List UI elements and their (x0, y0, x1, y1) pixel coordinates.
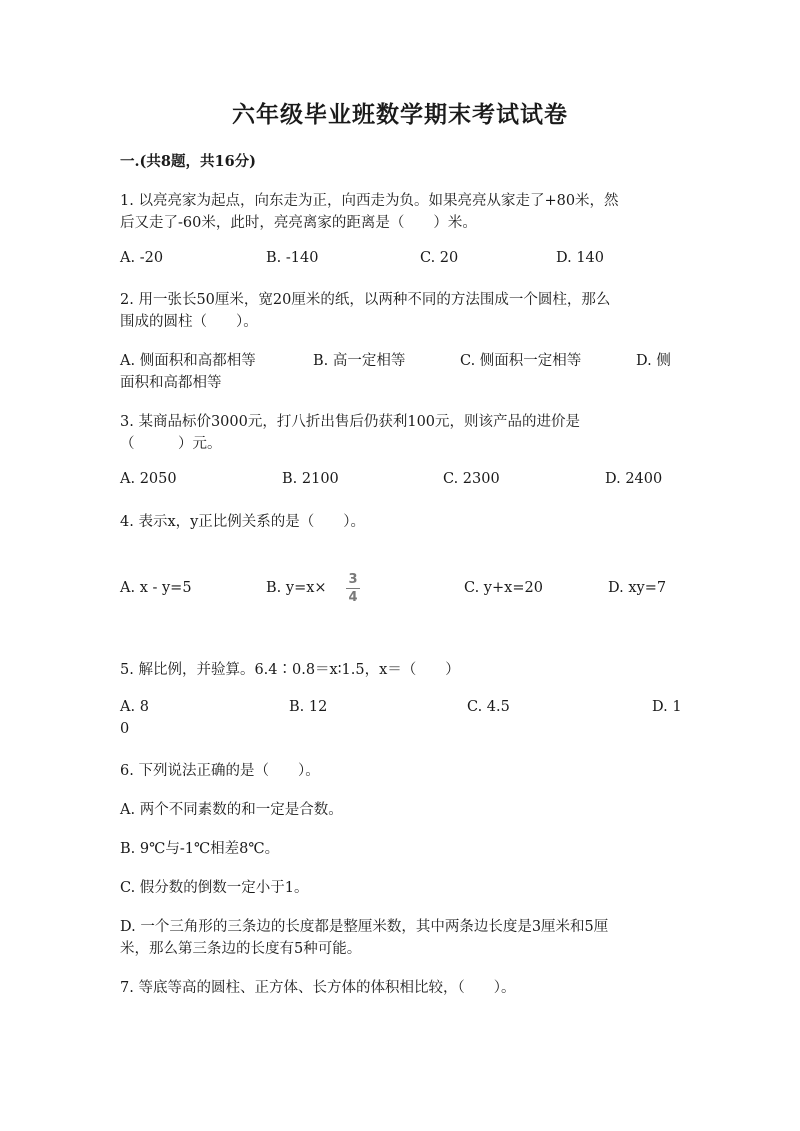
question-4-text: 4. 表示x，y正比例关系的是（ ）。 (120, 514, 366, 530)
question-6-text: 6. 下列说法正确的是（ ）。 (120, 763, 320, 779)
question-3-text: 3. 某商品标价3000元，打八折出售后仍获利100元，则该产品的进价是 (120, 414, 581, 430)
question-2-text: 2. 用一张长50厘米，宽20厘米的纸，以两种不同的方法围成一个圆柱，那么 (120, 292, 611, 308)
question-2-text: 围成的圆柱（ ）。 (120, 314, 258, 330)
question-6-option-c: C. 假分数的倒数一定小于1。 (120, 880, 309, 896)
question-5-option-d: D. 1 (652, 699, 682, 715)
question-5-option-a: A. 8 (120, 699, 149, 715)
question-4-option-b: B. y=x× (266, 580, 327, 596)
question-2-option-d-continued: 面积和高都相等 (120, 375, 222, 391)
question-6-option-d: D. 一个三角形的三条边的长度都是整厘米数，其中两条边长度是3厘米和5厘 (120, 919, 609, 935)
question-4-option-a: A. x - y=5 (120, 580, 192, 596)
question-1-option-b: B. -140 (266, 250, 319, 266)
question-5-option-c: C. 4.5 (467, 699, 510, 715)
question-2-option-a: A. 侧面积和高都相等 (120, 353, 256, 369)
fraction-bar (346, 588, 360, 589)
question-3-option-b: B. 2100 (282, 471, 339, 487)
question-1-text: 后又走了-60米，此时，亮亮离家的距离是（ ）米。 (120, 215, 477, 231)
question-6-option-a: A. 两个不同素数的和一定是合数。 (120, 802, 343, 818)
question-1-text: 1. 以亮亮家为起点，向东走为正，向西走为负。如果亮亮从家走了+80米，然 (120, 193, 619, 209)
question-2-option-d: D. 侧 (636, 353, 671, 369)
fraction-numerator: 3 (348, 572, 358, 587)
question-4-option-d: D. xy=7 (608, 580, 667, 596)
question-1-option-a: A. -20 (120, 250, 164, 266)
question-1-option-c: C. 20 (420, 250, 459, 266)
question-1-option-d: D. 140 (556, 250, 605, 266)
fraction-three-quarters (343, 572, 363, 605)
question-3-text: （ ）元。 (120, 436, 222, 452)
question-6-option-d-continued: 米，那么第三条边的长度有5种可能。 (120, 941, 362, 957)
question-5-text: 5. 解比例，并验算。6.4∶0.8＝x∶1.5，x＝（ ） (120, 662, 460, 678)
question-6-option-b: B. 9℃与-1℃相差8℃。 (120, 841, 280, 857)
fraction-denominator: 4 (348, 590, 358, 605)
section-heading: 一.(共8题，共16分) (120, 153, 257, 170)
question-3-option-d: D. 2400 (605, 471, 663, 487)
question-3-option-c: C. 2300 (443, 471, 500, 487)
question-2-option-c: C. 侧面积一定相等 (460, 353, 582, 369)
question-2-option-b: B. 高一定相等 (313, 353, 406, 369)
question-3-option-a: A. 2050 (120, 471, 177, 487)
question-5-option-d-continued: 0 (120, 721, 130, 737)
question-4-option-c: C. y+x=20 (464, 580, 543, 596)
question-5-option-b: B. 12 (289, 699, 328, 715)
question-7-text: 7. 等底等高的圆柱、正方体、长方体的体积相比较，（ ）。 (120, 980, 516, 996)
page-title: 六年级毕业班数学期末考试试卷 (232, 101, 568, 128)
